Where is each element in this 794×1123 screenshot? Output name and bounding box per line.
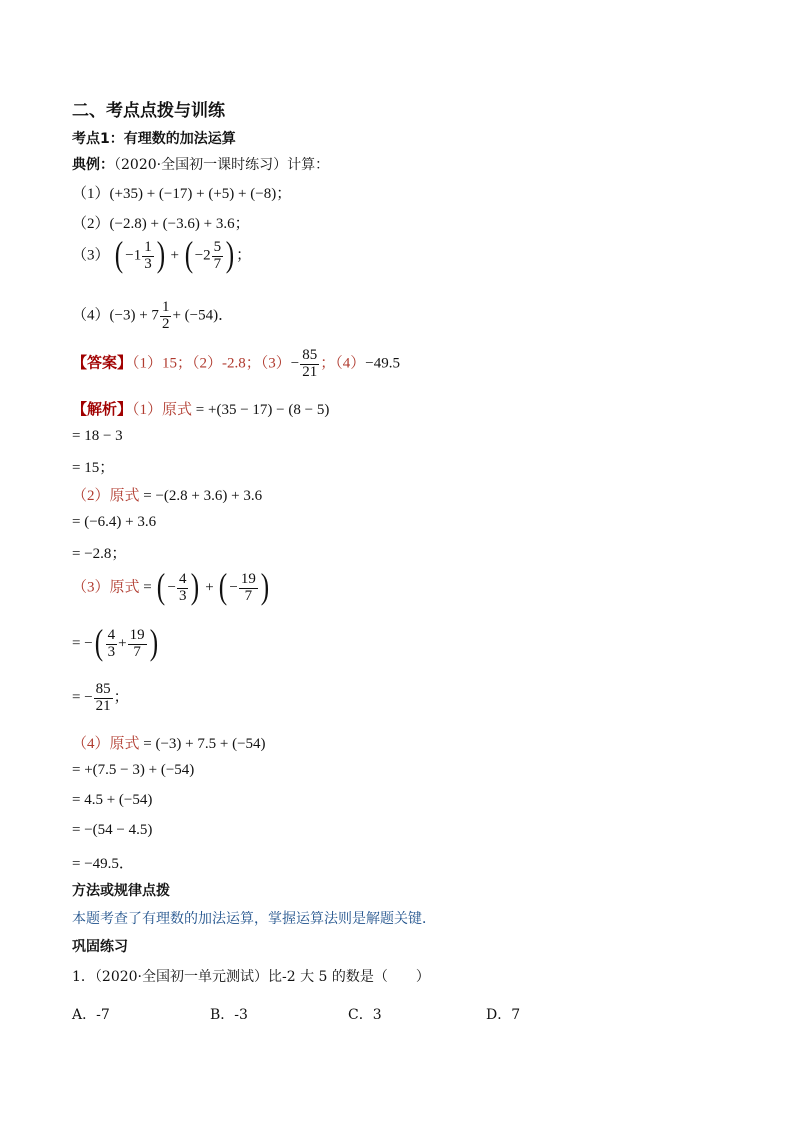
- fraction: $\frac{1}{3}$: [144, 239, 152, 272]
- example-item-1: [72, 182, 291, 203]
- item-expression: (−3) + 7: [109, 307, 159, 324]
- fraction: $\frac{4}{3}$: [107, 627, 116, 660]
- fraction: $\frac{19}{7}$: [240, 571, 256, 604]
- fraction: $\frac{5}{7}$: [213, 239, 222, 272]
- fraction: $\frac{1}{2}$: [161, 299, 170, 332]
- item-number: （3）: [72, 247, 110, 264]
- analysis-step-1: 【解析】（1）原式 = +(35 − 17) − (8 − 5): [72, 400, 330, 418]
- practice-title: 巩固练习: [72, 939, 128, 955]
- item-expression: (−2.8) + (−3.6) + 3.6；: [109, 216, 250, 232]
- example-label: 典例：: [72, 157, 114, 173]
- analysis-line: = −2.8；: [72, 546, 127, 562]
- analysis-line: = 18 − 3: [72, 428, 123, 444]
- method-title: 方法或规律点拨: [72, 883, 170, 899]
- analysis-step-2: （2）原式 = −(2.8 + 3.6) + 3.6: [72, 488, 263, 504]
- example-item-3: （3） ( −1 $\frac{1}{3}$ ) + ( −2 $\frac{5}{7}$ ) ；: [72, 234, 252, 275]
- section-title: 二、考点点拨与训练: [72, 101, 225, 121]
- analysis-line: = −(54 − 4.5): [72, 822, 153, 838]
- item-number: （4）: [72, 307, 110, 324]
- analysis-line: = +(7.5 − 3) + (−54): [72, 762, 195, 778]
- analysis-step-4: （4）原式 = (−3) + 7.5 + (−54): [72, 736, 266, 752]
- answer-tag: 【答案】: [72, 353, 133, 372]
- example-source: （2020·全国初一课时练习）计算：: [114, 157, 330, 173]
- fraction: $\frac{19}{7}$: [129, 627, 145, 660]
- analysis-line: = (−6.4) + 3.6: [72, 514, 157, 530]
- mixed-whole: −1: [125, 247, 142, 264]
- analysis-line: = 4.5 + (−54): [72, 792, 153, 808]
- analysis-line: = −( $\frac{4}{3}$ + $\frac{19}{7}$ ): [72, 622, 158, 663]
- fraction: $\frac{85}{21}$: [302, 347, 318, 380]
- analysis-tag: 【解析】: [72, 400, 133, 418]
- example-intro: [72, 154, 329, 174]
- item-number: （1）: [72, 186, 110, 202]
- method-text: 本题考查了有理数的加法运算，掌握运算法则是解题关键．: [72, 911, 436, 927]
- example-item-2: [72, 212, 250, 233]
- analysis-line: = −49.5．: [72, 856, 134, 872]
- choice-b: B．-3: [210, 1007, 248, 1023]
- item-number: （2）: [72, 216, 110, 232]
- fraction: $\frac{85}{21}$: [95, 681, 111, 714]
- choice-d: D．7: [486, 1007, 521, 1023]
- analysis-line: = 15；: [72, 460, 115, 476]
- fraction: $\frac{4}{3}$: [178, 571, 187, 604]
- practice-question-1: 1．（2020·全国初一单元测试）比-2 大 5 的数是（ ）: [72, 969, 430, 985]
- answer-line: 【答案】（1）15；（2）-2.8；（3）− $\frac{85}{21}$ ；（4）−49.5: [72, 347, 400, 380]
- mixed-whole: −2: [194, 247, 211, 264]
- example-item-4: （4）(−3) + 7 $\frac{1}{2}$ + (−54)．: [72, 299, 234, 332]
- choice-a: A．-7: [72, 1007, 110, 1023]
- choice-c: C．3: [348, 1007, 382, 1023]
- topic-title: 考点1：有理数的加法运算: [72, 131, 236, 147]
- analysis-line: = − $\frac{85}{21}$ ；: [72, 681, 129, 714]
- analysis-step-3: （3）原式 = ( − $\frac{4}{3}$ ) + ( − $\frac{19}{7}$ ): [72, 566, 270, 607]
- item-expression: (+35) + (−17) + (+5) + (−8)；: [109, 186, 292, 202]
